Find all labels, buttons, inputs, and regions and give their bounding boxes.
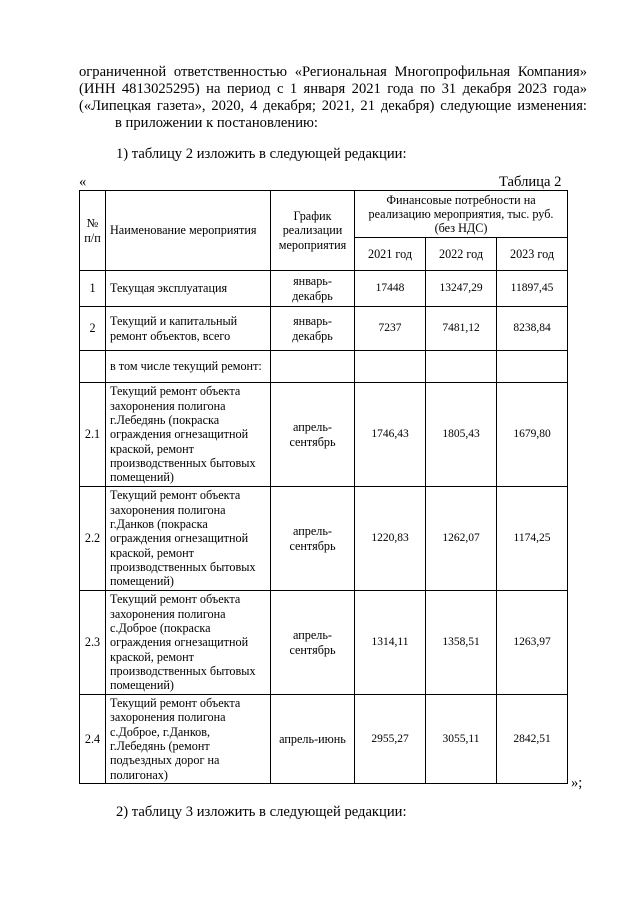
header-year-2023: 2023 год bbox=[497, 238, 568, 271]
table-row bbox=[80, 351, 568, 383]
intro-line: ограниченной ответственностью «Региональная Многопрофильная Компания» bbox=[79, 64, 587, 80]
row-value-2021: 1746,43 bbox=[355, 383, 426, 487]
row-num bbox=[80, 351, 106, 383]
row-num: 2 bbox=[80, 307, 106, 351]
row-value-2022: 1262,07 bbox=[426, 487, 497, 591]
row-name: Текущий ремонт объекта захоронения полигона г.Лебедянь (покраска ограждения огнезащитной краской, ремонт производственных бытовых помещений) bbox=[106, 383, 271, 487]
row-schedule: апрель-сентябрь bbox=[271, 487, 355, 591]
row-schedule: апрель-сентябрь bbox=[271, 383, 355, 487]
table-row bbox=[80, 383, 568, 487]
row-value-2023: 1174,25 bbox=[497, 487, 568, 591]
row-name: Текущий ремонт объекта захоронения полигона с.Доброе (покраска ограждения огнезащитной краской, ремонт производственных бытовых помещений) bbox=[106, 591, 271, 695]
row-value-2023: 1263,97 bbox=[497, 591, 568, 695]
intro-line: (ИНН 4813025295) на период с 1 января 2021 года по 31 декабря 2023 года» bbox=[79, 81, 587, 97]
amendment-item-1: 1) таблицу 2 изложить в следующей редакции: bbox=[116, 146, 407, 162]
row-schedule: январь-декабрь bbox=[271, 271, 355, 307]
row-value-2022: 1358,51 bbox=[426, 591, 497, 695]
close-quote: »; bbox=[571, 775, 583, 791]
row-value-2022 bbox=[426, 351, 497, 383]
header-name: Наименование мероприятия bbox=[106, 191, 271, 271]
row-num: 2.3 bbox=[80, 591, 106, 695]
row-value-2021: 1220,83 bbox=[355, 487, 426, 591]
row-name: Текущий ремонт объекта захоронения полигона с.Доброе, г.Данков, г.Лебедянь (ремонт подъездных дорог на полигонах) bbox=[106, 695, 271, 784]
table-header-row bbox=[80, 191, 568, 238]
row-value-2023: 8238,84 bbox=[497, 307, 568, 351]
row-value-2023: 2842,51 bbox=[497, 695, 568, 784]
intro-line: в приложении к постановлению: bbox=[115, 115, 318, 131]
row-schedule: апрель-июнь bbox=[271, 695, 355, 784]
table-row bbox=[80, 307, 568, 351]
open-quote: « bbox=[79, 174, 87, 190]
intro-line: («Липецкая газета», 2020, 4 декабря; 2021, 21 декабря) следующие изменения: bbox=[79, 98, 587, 114]
row-schedule bbox=[271, 351, 355, 383]
row-num: 2.4 bbox=[80, 695, 106, 784]
header-year-2022: 2022 год bbox=[426, 238, 497, 271]
header-schedule: График реализации мероприятия bbox=[271, 191, 355, 271]
row-name: Текущий и капитальный ремонт объектов, всего bbox=[106, 307, 271, 351]
header-num: № п/п bbox=[80, 191, 106, 271]
amendment-item-2: 2) таблицу 3 изложить в следующей редакции: bbox=[116, 804, 407, 820]
row-schedule: январь-декабрь bbox=[271, 307, 355, 351]
row-name: в том числе текущий ремонт: bbox=[106, 351, 271, 383]
table-row bbox=[80, 695, 568, 784]
row-value-2023 bbox=[497, 351, 568, 383]
row-value-2022: 3055,11 bbox=[426, 695, 497, 784]
row-value-2021: 2955,27 bbox=[355, 695, 426, 784]
intro-paragraph bbox=[79, 64, 587, 132]
table-row bbox=[80, 591, 568, 695]
row-num: 1 bbox=[80, 271, 106, 307]
table-row bbox=[80, 487, 568, 591]
row-name: Текущий ремонт объекта захоронения полигона г.Данков (покраска ограждения огнезащитной краской, ремонт производственных бытовых помещений) bbox=[106, 487, 271, 591]
header-year-2021: 2021 год bbox=[355, 238, 426, 271]
row-name: Текущая эксплуатация bbox=[106, 271, 271, 307]
row-value-2021: 7237 bbox=[355, 307, 426, 351]
row-value-2023: 11897,45 bbox=[497, 271, 568, 307]
row-value-2021: 1314,11 bbox=[355, 591, 426, 695]
row-value-2021 bbox=[355, 351, 426, 383]
financial-needs-table bbox=[79, 190, 568, 784]
row-value-2023: 1679,80 bbox=[497, 383, 568, 487]
row-value-2022: 13247,29 bbox=[426, 271, 497, 307]
row-value-2022: 1805,43 bbox=[426, 383, 497, 487]
row-value-2021: 17448 bbox=[355, 271, 426, 307]
table-caption: Таблица 2 bbox=[499, 174, 562, 190]
header-financial: Финансовые потребности на реализацию мероприятия, тыс. руб. (без НДС) bbox=[355, 191, 568, 238]
row-value-2022: 7481,12 bbox=[426, 307, 497, 351]
row-schedule: апрель-сентябрь bbox=[271, 591, 355, 695]
row-num: 2.2 bbox=[80, 487, 106, 591]
row-num: 2.1 bbox=[80, 383, 106, 487]
table-row bbox=[80, 271, 568, 307]
